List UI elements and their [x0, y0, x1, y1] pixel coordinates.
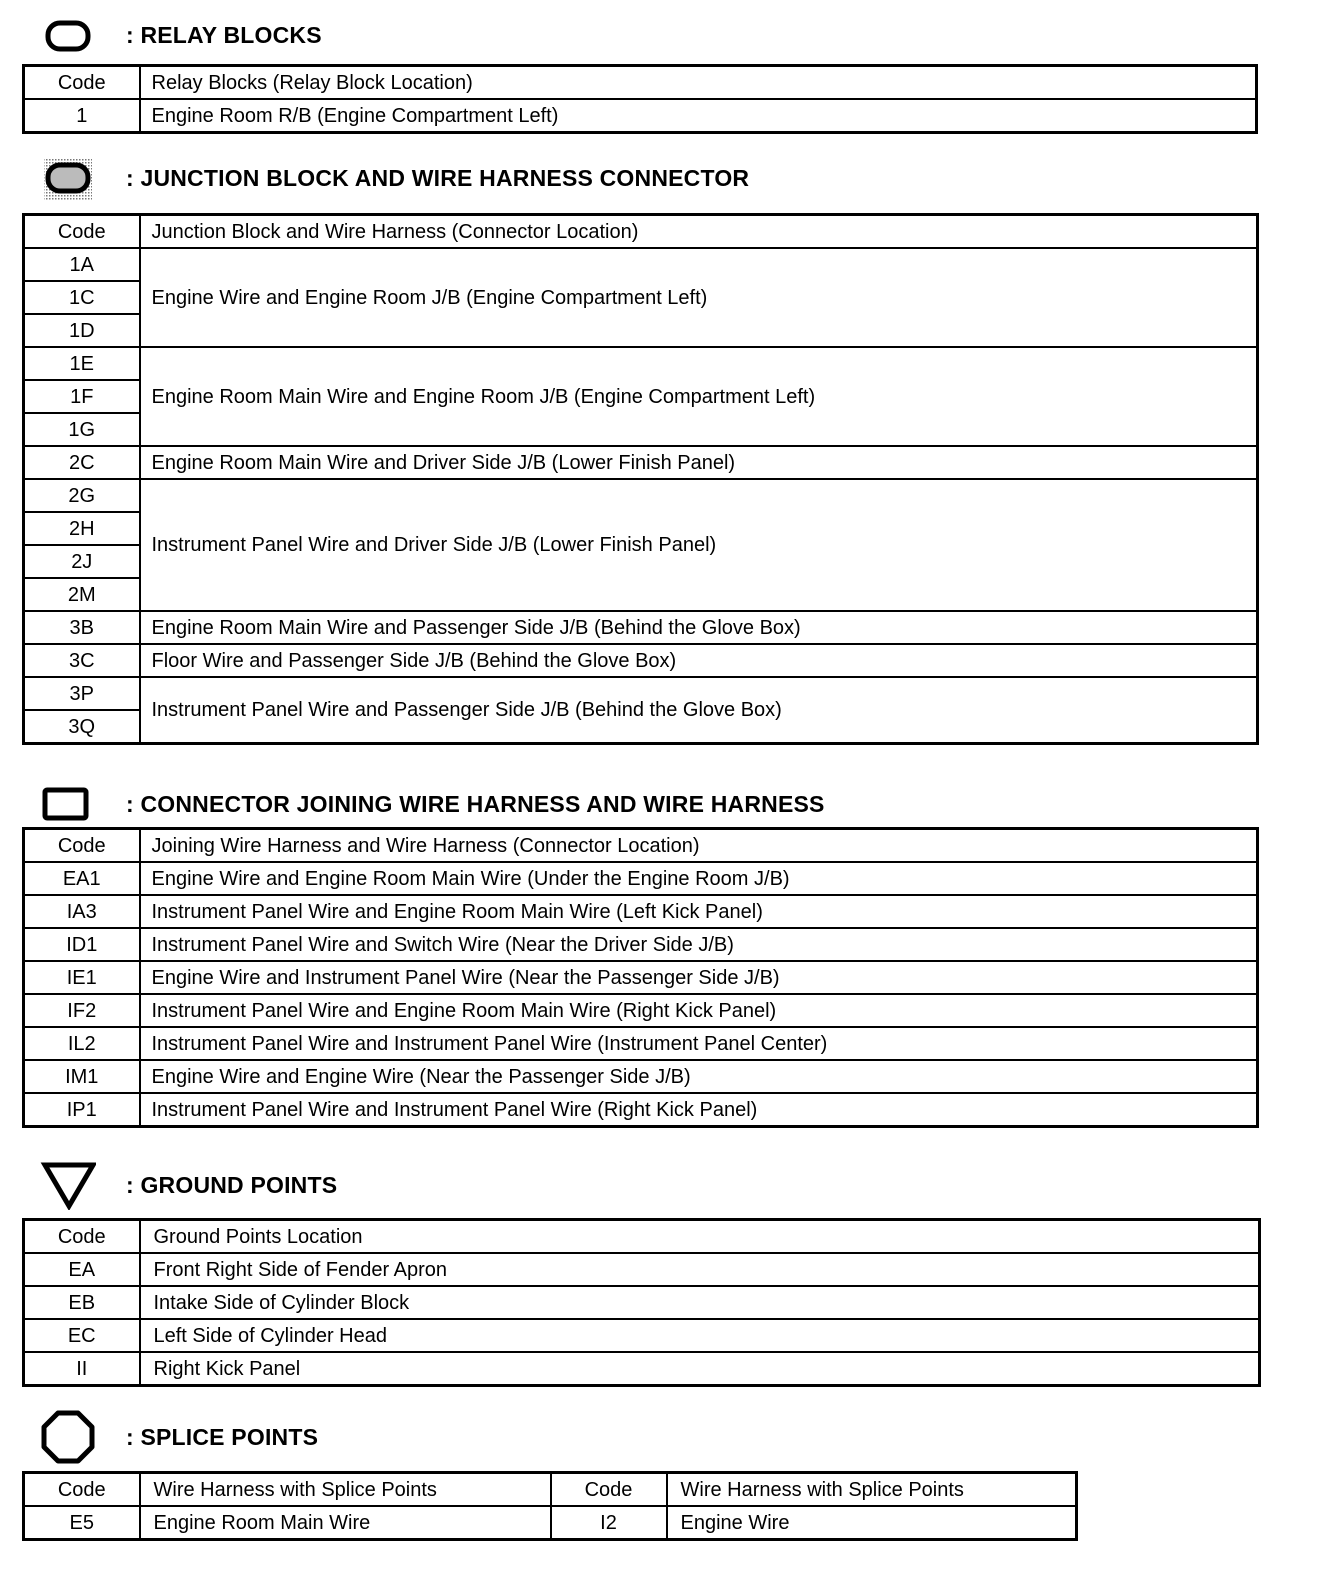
code-cell: 1E	[24, 347, 140, 380]
location-cell: Engine Wire and Engine Room J/B (Engine Compartment Left)	[140, 248, 1258, 347]
location-header: Relay Blocks (Relay Block Location)	[140, 66, 1257, 100]
code-cell: IP1	[24, 1093, 140, 1127]
connector-symbol-icon	[40, 782, 96, 826]
code-cell: 1A	[24, 248, 140, 281]
table-row	[24, 644, 1258, 677]
location-cell: Engine Wire and Instrument Panel Wire (Near the Passenger Side J/B)	[140, 961, 1258, 994]
ground-point-triangle-icon	[40, 1160, 96, 1210]
table-row	[24, 961, 1258, 994]
location-cell: Engine Room Main Wire and Driver Side J/B (Lower Finish Panel)	[140, 446, 1258, 479]
location-cell: Engine Room Main Wire and Passenger Side J/B (Behind the Glove Box)	[140, 611, 1258, 644]
table-row	[24, 99, 1257, 133]
code-cell: 1C	[24, 281, 140, 314]
code-cell: 2J	[24, 545, 140, 578]
ground-points-header	[40, 1160, 337, 1210]
table-row	[24, 1027, 1258, 1060]
code-header: Code	[24, 829, 140, 863]
table-row	[24, 1286, 1260, 1319]
table-row	[24, 677, 1258, 710]
code-header: Code	[24, 1220, 140, 1254]
code-cell: 1D	[24, 314, 140, 347]
location-cell: Instrument Panel Wire and Driver Side J/B (Lower Finish Panel)	[140, 479, 1258, 611]
code-cell: 1G	[24, 413, 140, 446]
table-header-row	[24, 66, 1257, 100]
table-row	[24, 1060, 1258, 1093]
location-cell: Right Kick Panel	[140, 1352, 1260, 1386]
location-cell: Floor Wire and Passenger Side J/B (Behind the Glove Box)	[140, 644, 1258, 677]
code-cell: 3Q	[24, 710, 140, 744]
table-row	[24, 1506, 1077, 1540]
code-cell: IL2	[24, 1027, 140, 1060]
code-cell: EB	[24, 1286, 140, 1319]
table-row	[24, 928, 1258, 961]
table-row	[24, 862, 1258, 895]
location-header: Ground Points Location	[140, 1220, 1260, 1254]
table-row	[24, 1319, 1260, 1352]
code-header: Code	[24, 66, 140, 100]
location-cell: Instrument Panel Wire and Switch Wire (Near the Driver Side J/B)	[140, 928, 1258, 961]
location-cell: Instrument Panel Wire and Passenger Side J/B (Behind the Glove Box)	[140, 677, 1258, 744]
table-header-row	[24, 1473, 1077, 1507]
table-row	[24, 1253, 1260, 1286]
connector-joining-header	[40, 782, 825, 826]
table-row	[24, 446, 1258, 479]
table-row	[24, 479, 1258, 512]
code-cell: I2	[551, 1506, 667, 1540]
relay-blocks-table	[22, 64, 1258, 134]
code-cell: 3B	[24, 611, 140, 644]
table-row	[24, 248, 1258, 281]
section-title: : CONNECTOR JOINING WIRE HARNESS AND WIRE HARNESS	[126, 790, 825, 817]
table-header-row	[24, 829, 1258, 863]
wire-harness-cell: Engine Wire	[667, 1506, 1077, 1540]
location-header: Junction Block and Wire Harness (Connector Location)	[140, 215, 1258, 249]
wire-harness-header: Wire Harness with Splice Points	[140, 1473, 551, 1507]
section-title: : RELAY BLOCKS	[126, 21, 322, 48]
location-cell: Instrument Panel Wire and Engine Room Main Wire (Left Kick Panel)	[140, 895, 1258, 928]
code-cell: 1F	[24, 380, 140, 413]
splice-points-header	[40, 1409, 318, 1465]
section-title: : SPLICE POINTS	[126, 1423, 319, 1450]
code-header: Code	[551, 1473, 667, 1507]
code-cell: EA	[24, 1253, 140, 1286]
table-row	[24, 611, 1258, 644]
location-cell: Intake Side of Cylinder Block	[140, 1286, 1260, 1319]
code-cell: EC	[24, 1319, 140, 1352]
location-cell: Instrument Panel Wire and Instrument Panel Wire (Right Kick Panel)	[140, 1093, 1258, 1127]
location-cell: Engine Room Main Wire and Engine Room J/B (Engine Compartment Left)	[140, 347, 1258, 446]
table-row	[24, 895, 1258, 928]
code-cell: 3C	[24, 644, 140, 677]
splice-point-octagon-icon	[40, 1409, 96, 1465]
code-header: Code	[24, 1473, 140, 1507]
junction-block-table	[22, 213, 1259, 745]
wire-harness-header: Wire Harness with Splice Points	[667, 1473, 1077, 1507]
code-cell: 2M	[24, 578, 140, 611]
relay-blocks-header	[40, 13, 322, 57]
section-title: : GROUND POINTS	[126, 1171, 338, 1198]
section-title: : JUNCTION BLOCK AND WIRE HARNESS CONNECTOR	[126, 164, 750, 191]
code-header: Code	[24, 215, 140, 249]
code-cell: EA1	[24, 862, 140, 895]
junction-block-header	[40, 156, 749, 200]
code-cell: 2G	[24, 479, 140, 512]
table-row	[24, 994, 1258, 1027]
location-cell: Engine Wire and Engine Wire (Near the Passenger Side J/B)	[140, 1060, 1258, 1093]
code-cell: IE1	[24, 961, 140, 994]
code-cell: 1	[24, 99, 140, 133]
location-cell: Engine Room R/B (Engine Compartment Left)	[140, 99, 1257, 133]
code-cell: IM1	[24, 1060, 140, 1093]
connector-joining-table	[22, 827, 1259, 1128]
code-cell: E5	[24, 1506, 140, 1540]
code-cell: ID1	[24, 928, 140, 961]
code-cell: 2C	[24, 446, 140, 479]
splice-points-table	[22, 1471, 1078, 1541]
table-row	[24, 1093, 1258, 1127]
code-cell: IA3	[24, 895, 140, 928]
junction-block-symbol-icon	[40, 156, 96, 200]
location-header: Joining Wire Harness and Wire Harness (Connector Location)	[140, 829, 1258, 863]
wire-harness-cell: Engine Room Main Wire	[140, 1506, 551, 1540]
table-header-row	[24, 215, 1258, 249]
relay-block-symbol-icon	[40, 13, 96, 57]
location-cell: Front Right Side of Fender Apron	[140, 1253, 1260, 1286]
table-header-row	[24, 1220, 1260, 1254]
location-cell: Instrument Panel Wire and Engine Room Main Wire (Right Kick Panel)	[140, 994, 1258, 1027]
code-cell: 2H	[24, 512, 140, 545]
table-row	[24, 1352, 1260, 1386]
location-cell: Left Side of Cylinder Head	[140, 1319, 1260, 1352]
code-cell: 3P	[24, 677, 140, 710]
location-cell: Engine Wire and Engine Room Main Wire (Under the Engine Room J/B)	[140, 862, 1258, 895]
ground-points-table	[22, 1218, 1261, 1387]
location-cell: Instrument Panel Wire and Instrument Panel Wire (Instrument Panel Center)	[140, 1027, 1258, 1060]
table-row	[24, 347, 1258, 380]
code-cell: IF2	[24, 994, 140, 1027]
code-cell: II	[24, 1352, 140, 1386]
